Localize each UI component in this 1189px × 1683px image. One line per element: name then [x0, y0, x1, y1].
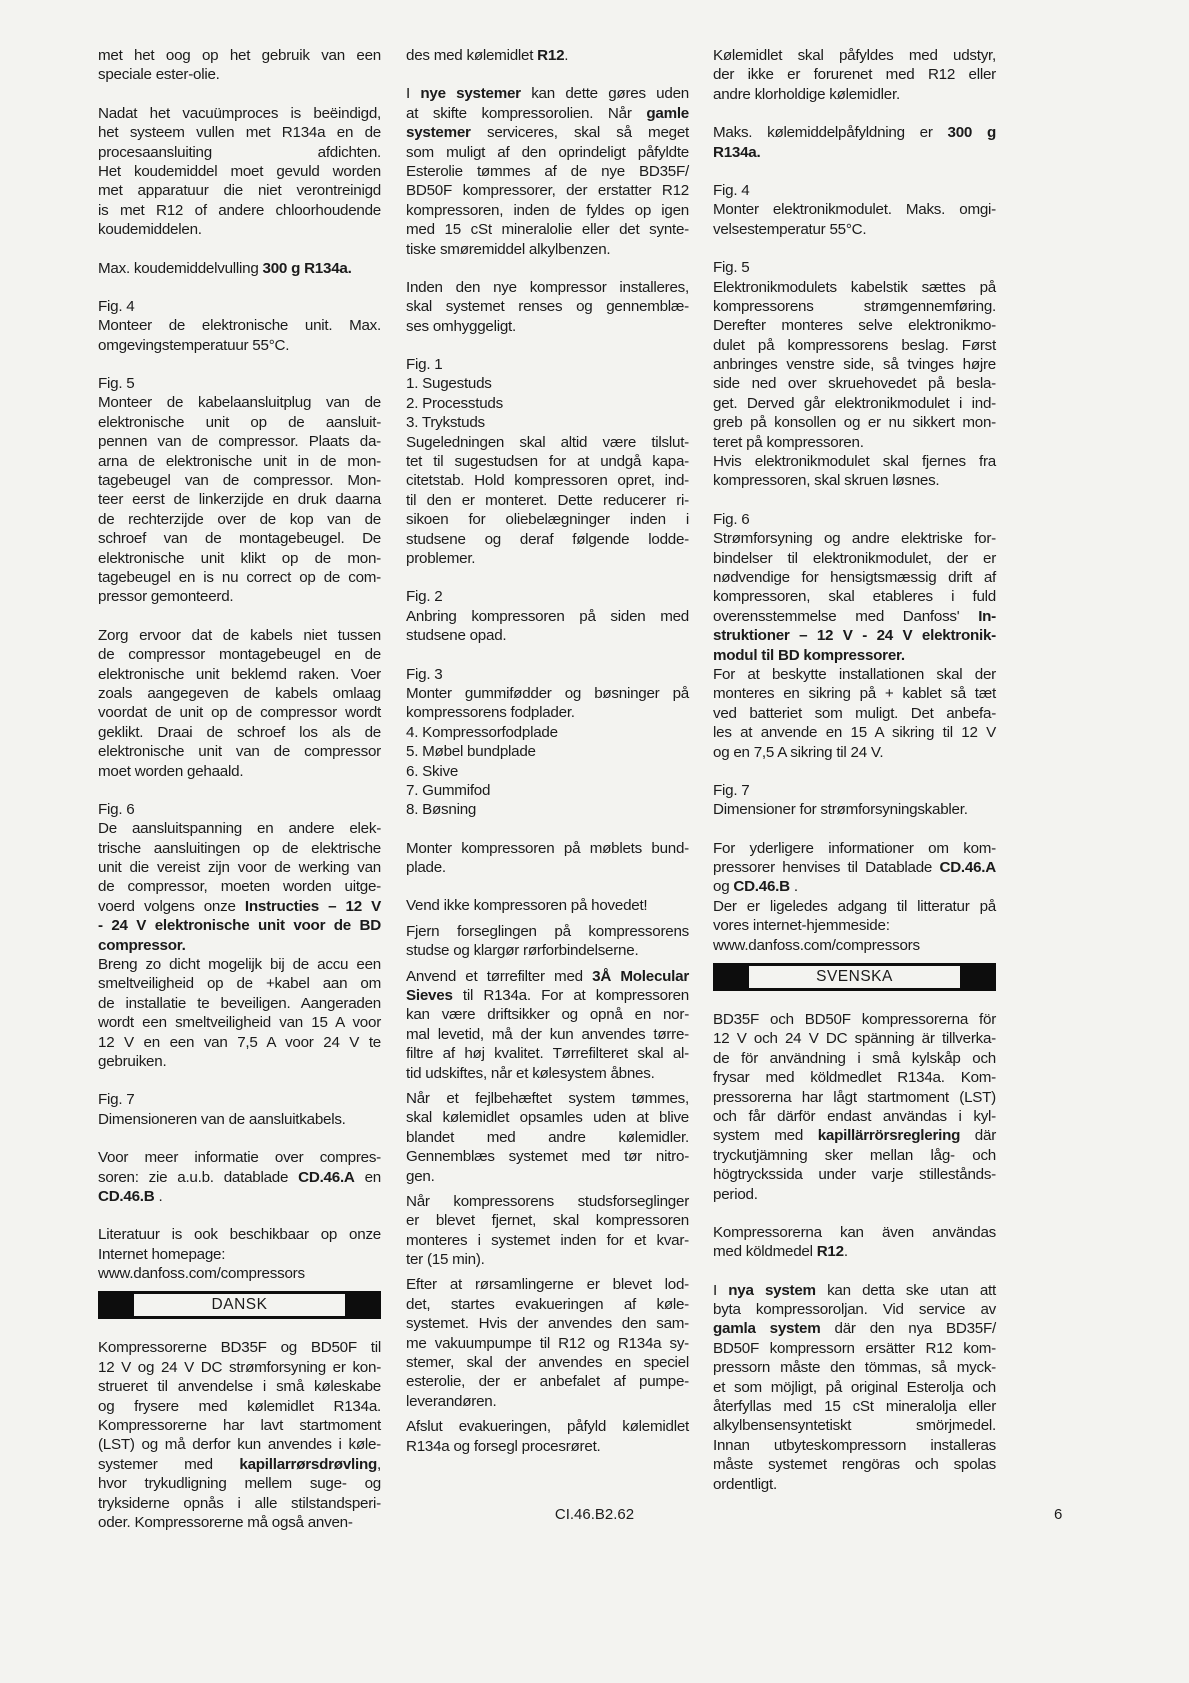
text-line: at skifte kompressorolien. Når gamle — [406, 104, 689, 122]
text-line: studse og klargør rørforbindelserne. — [406, 942, 639, 960]
text-line: ved batteriet som muligt. Det anbefa- — [713, 704, 996, 722]
text-line: omgevingstemperatuur 55°C. — [98, 336, 290, 354]
bold-text: CD.46.A — [939, 859, 996, 877]
text-line: Kompressorerne BD35F og BD50F til — [98, 1339, 381, 1357]
text-line — [713, 143, 996, 162]
paragraph — [406, 1275, 689, 1411]
bold-text: - 24 V elektronische unit voor de BD — [98, 917, 381, 935]
bold-text: 300 g — [947, 124, 996, 142]
text-line: Anvend et tørrefilter med 3Å Molecular — [406, 967, 689, 985]
text-line: velsestemperatur 55°C. — [713, 220, 867, 238]
text-line: ses omhyggeligt. — [406, 317, 516, 335]
text-line: Gennemblæs systemet med tør nitro- — [406, 1148, 689, 1166]
text-line: citetstab. Hold kompressoren opret, ind- — [406, 472, 689, 490]
text-line: speciale ester-olie. — [98, 66, 220, 84]
text-line: blandet med andre kølemidler. — [406, 1128, 689, 1146]
paragraph — [406, 1417, 689, 1456]
text-line: Fig. 5 — [98, 375, 135, 393]
bold-text: nya system — [728, 1281, 816, 1299]
bold-text: gamla system — [713, 1320, 821, 1338]
text-line: återfyllas med 15 cSt mineralolja eller — [713, 1398, 996, 1416]
text-line: pressorerna har lågt startmoment (LST) — [713, 1088, 996, 1106]
text-line: Esterolie tømmes af de nye BD35F/ — [406, 162, 689, 180]
text-line — [98, 916, 381, 935]
text-line: (LST) og må derfor kun anvendes i køle- — [98, 1436, 381, 1454]
text-line: mal levetid, må der kun anvendes tørre- — [406, 1025, 689, 1043]
text-line — [713, 646, 996, 665]
text-line: Breng zo dicht mogelijk bij de accu een — [98, 956, 381, 974]
text-line: Elektronikmodulets kabelstik sættes på — [713, 278, 996, 296]
text-line: smeltveiligheid op de +kabel aan om — [98, 975, 381, 993]
text-line: het systeem vullen met R134a en de — [98, 124, 381, 142]
bold-text: gamle — [646, 104, 689, 122]
text-line: Kølemidlet skal påfyldes med udstyr, — [713, 47, 996, 64]
text-line: systemer med kapillarrørsdrøvling, — [98, 1455, 381, 1473]
paragraph — [713, 1223, 996, 1262]
paragraph — [713, 46, 996, 104]
text-line: Dimensioneren van de aansluitkabels. — [98, 1110, 346, 1128]
text-line: kompressoren, inden de fyldes op igen — [406, 201, 689, 219]
paragraph — [406, 896, 689, 915]
text-line: Sieves til R134a. For at kompressoren — [406, 987, 689, 1005]
text-line: pressor gemonteerd. — [98, 588, 234, 606]
text-line: Fig. 5 — [713, 259, 750, 277]
bold-text: 300 g R134a. — [262, 259, 352, 277]
text-line: I nye systemer kan dette gøres uden — [406, 85, 689, 103]
text-line: For yderligere informationer om kom- — [713, 839, 996, 857]
paragraph — [713, 1281, 996, 1494]
text-line: Literatuur is ook beschikbaar op onze — [98, 1226, 381, 1244]
text-line: Maks. kølemiddelpåfyldning er 300 g — [713, 124, 996, 142]
text-line: trische aansluitingen op de elektrische — [98, 839, 381, 857]
text-line: Anbring kompressoren på siden med — [406, 607, 689, 625]
text-line: 4. Kompressorfodplade — [406, 723, 558, 741]
text-line: Der er ligeledes adgang til litteratur på — [713, 897, 996, 915]
text-line: pressorer henvises til Datablade CD.46.A — [713, 859, 996, 877]
text-line: vores internet-hjemmeside: — [713, 917, 890, 935]
paragraph — [713, 1010, 996, 1204]
text-line: Monter kompressoren på møblets bund- — [406, 839, 689, 857]
text-line: 5. Møbel bundplade — [406, 743, 536, 761]
text-line: leverandøren. — [406, 1392, 497, 1410]
text-line: overensstemmelse med Danfoss' In- — [713, 607, 996, 625]
bold-text: kapillärrörsreglering — [817, 1127, 961, 1145]
text-line: måste systemet rengöras och spolas — [713, 1456, 996, 1474]
bold-text: Instructies – 12 V — [244, 897, 381, 915]
text-line: og frysere med kølemidlet R134a. — [98, 1397, 381, 1415]
paragraph — [713, 665, 996, 762]
text-line: stemer, skal der anvendes en speciel — [406, 1354, 689, 1372]
text-line: Monteer de elektronische unit. Max. — [98, 317, 381, 335]
text-line: De aansluitspanning en andere elek- — [98, 820, 381, 838]
text-line: skal systemet renses og gennemblæ- — [406, 298, 689, 316]
text-line: pennen van de compressor. Plaats da- — [98, 433, 381, 451]
text-line: Efter at rørsamlingerne er blevet lod- — [406, 1276, 689, 1294]
text-line: elektronische unit van de compressor — [98, 743, 381, 761]
text-line: gamla system där den nya BD35F/ — [713, 1320, 996, 1338]
bold-text: R12 — [537, 47, 565, 64]
text-line: Dimensioner for strømforsyningskabler. — [713, 801, 968, 819]
text-line: hvor trykudligning mellem suge- og — [98, 1475, 381, 1493]
text-line: unit die vereist zijn voor de werking van — [98, 859, 381, 877]
text-line: problemer. — [406, 549, 476, 567]
text-line: skal kølemidlet opsamles uden at blive — [406, 1109, 689, 1127]
text-line: voerd volgens onze Instructies – 12 V — [98, 897, 381, 915]
text-line: 12 V och 24 V DC spänning är tillverka- — [713, 1030, 996, 1048]
paragraph — [98, 955, 381, 1071]
text-line: CD.46.B . — [98, 1187, 163, 1205]
language-heading-label: SVENSKA — [749, 966, 960, 988]
paragraph — [713, 123, 996, 162]
text-line: met apparatuur die niet verontreinigd — [98, 182, 381, 200]
text-line: kompressorens strømgennemføring. — [713, 297, 996, 315]
paragraph — [406, 587, 689, 645]
paragraph — [406, 46, 689, 65]
text-line: Nadat het vacuümproces is beëindigd, — [98, 104, 381, 122]
text-line: BD35F och BD50F kompressorerna för — [713, 1011, 996, 1029]
text-line: der ikke er forurenet med R12 eller — [713, 66, 996, 84]
paragraph — [406, 1089, 689, 1186]
text-line: tagebeugel van de compressor. Mon- — [98, 472, 381, 490]
text-line: Monter gummifødder og bøsninger på — [406, 684, 689, 702]
text-line: Strømforsyning og andre elektriske for- — [713, 530, 996, 548]
text-line: som muligt af den oprindeligt påfyldte — [406, 143, 689, 161]
bold-text: R12 — [816, 1243, 844, 1261]
paragraph — [713, 510, 996, 665]
paragraph — [406, 84, 689, 259]
text-line: alkylbensensyntetiskt smörjmedel. — [713, 1417, 996, 1435]
text-line: monteres i systemet inden for et kvar- — [406, 1231, 689, 1249]
text-line: Kompressorerna kan även användas — [713, 1223, 996, 1241]
bold-text: CD.46.B — [98, 1187, 155, 1205]
text-line: geklikt. Draai de schroef los als de — [98, 723, 381, 741]
paragraph — [406, 278, 689, 336]
text-line: 1. Sugestuds — [406, 375, 492, 393]
text-line: Vend ikke kompressoren på hovedet! — [406, 897, 648, 915]
text-line: Voor meer informatie over compres- — [98, 1149, 381, 1167]
text-line: tet til sugestudsen for at undgå kapa- — [406, 453, 689, 471]
text-line: I nya system kan detta ske utan att — [713, 1281, 996, 1299]
text-line: 12 V en een van 7,5 A voor 24 V te — [98, 1033, 381, 1051]
bold-text: Sieves — [406, 987, 453, 1005]
bold-text: compressor. — [98, 936, 186, 954]
language-heading-label: DANSK — [134, 1294, 345, 1316]
text-line: Monteer de kabelaansluitplug van de — [98, 394, 381, 412]
paragraph — [713, 839, 996, 897]
text-line: greb på konsollen og er nu sikkert mon- — [713, 414, 996, 432]
text-line: is met R12 of andere chloorhoudende — [98, 201, 381, 219]
paragraph — [713, 258, 996, 452]
text-line: BD50F kompressorn ersätter R12 kom- — [713, 1339, 996, 1357]
text-line: byta kompressoroljan. Vid service av — [713, 1301, 996, 1319]
text-line: 8. Bøsning — [406, 801, 477, 819]
text-line: Fig. 4 — [713, 181, 750, 199]
text-line: med 15 cSt mineralolie eller det synte- — [406, 221, 689, 239]
text-line: anbringes venstre side, så tvinges højre — [713, 356, 996, 374]
text-line: des med kølemidlet R12. — [406, 47, 569, 64]
paragraph — [406, 355, 689, 568]
bold-text: modul til BD kompressorer. — [713, 646, 905, 664]
bold-text: In- — [978, 607, 996, 625]
text-line: Når kompressorens studsforseglinger — [406, 1192, 689, 1210]
paragraph — [713, 897, 996, 955]
text-line: Kompressorerne har lavt startmoment — [98, 1417, 381, 1435]
bold-text: 3Å Molecular — [592, 967, 689, 985]
text-line: och får därför endast användas i kyl- — [713, 1107, 996, 1125]
text-line: procesaansluiting afdichten. — [98, 143, 381, 161]
text-line: Het koudemiddel moet gevuld worden — [98, 162, 381, 180]
text-line: de rechterzijde over de kop van de — [98, 510, 381, 528]
text-line: koudemiddelen. — [98, 221, 202, 239]
text-line: nødvendige for hensigtsmæssig drift af — [713, 568, 996, 586]
paragraph — [713, 452, 996, 491]
text-line: Fig. 7 — [713, 781, 750, 799]
text-line: plade. — [406, 859, 446, 877]
text-line: högtryckssida under varje stillestånds- — [713, 1166, 996, 1184]
text-line: ordentligt. — [713, 1475, 777, 1493]
paragraph — [98, 46, 381, 85]
text-line: Hvis elektronikmodulet skal fjernes fra — [713, 453, 996, 471]
text-line: kompressoren, skal skruen løsnes. — [713, 472, 940, 490]
column-dutch-danish — [98, 46, 381, 1532]
paragraph — [406, 922, 689, 961]
text-line: 12 V og 24 V DC strømforsyning er kon- — [98, 1358, 381, 1376]
text-line: ter (15 min). — [406, 1251, 485, 1269]
paragraph — [713, 781, 996, 820]
bold-text: CD.46.A — [298, 1168, 355, 1186]
text-line: Zorg ervoor dat de kabels niet tussen — [98, 626, 381, 644]
text-line: de compressor, moeten worden uitge- — [98, 878, 381, 896]
text-line: elektronische unit klikt op de mon- — [98, 549, 381, 567]
text-line: dulet på kompressorens beslag. Først — [713, 336, 996, 354]
text-line[interactable]: www.danfoss.com/compressors — [713, 936, 920, 954]
text-line: side ned over skruehovedet på besla- — [713, 375, 996, 393]
column-danish — [406, 46, 689, 1456]
text-line: Fig. 2 — [406, 588, 443, 606]
text-line — [713, 626, 996, 645]
text-line: er blevet fjernet, skal kompressoren — [406, 1212, 689, 1230]
text-line: Internet homepage: — [98, 1245, 226, 1263]
text-line: pressorn måste den tömmas, så myck- — [713, 1359, 996, 1377]
text-line: Fig. 6 — [98, 800, 135, 818]
text-line: elektronische unit beklemd raken. Voer — [98, 665, 381, 683]
paragraph — [713, 181, 996, 239]
text-line: BD50F kompressorer, der erstatter R12 — [406, 182, 689, 200]
text-line: Fig. 7 — [98, 1091, 135, 1109]
text-line: les at anvende en 15 A sikring til 12 V — [713, 724, 996, 742]
text-line: det, startes evakueringen af køle- — [406, 1295, 689, 1313]
page-number: 6 — [1054, 1506, 1063, 1523]
text-line: moet worden gehaald. — [98, 762, 244, 780]
text-line[interactable]: www.danfoss.com/compressors — [98, 1265, 305, 1283]
text-line: zoals aangegeven de kabels omlaag — [98, 684, 381, 702]
bold-text: systemer — [406, 124, 471, 142]
text-line: Inden den nye kompressor installeres, — [406, 278, 689, 296]
bold-text: nye systemer — [420, 85, 521, 103]
text-line: period. — [713, 1185, 758, 1203]
text-line: esterolie, der er anbefalet af pumpe- — [406, 1373, 689, 1391]
text-line: kompressorens fodplader. — [406, 704, 575, 722]
bold-text: struktioner – 12 V - 24 V elektronik- — [713, 627, 996, 645]
text-line: arna de elektronische unit in de mon- — [98, 452, 381, 470]
text-line: kan være driftsikker og opnå en nor- — [406, 1006, 689, 1024]
text-line: studsene og deraf følgende lodde- — [406, 530, 689, 548]
bold-text: kapillarrørsdrøvling — [239, 1455, 378, 1473]
text-line: me vakuumpumpe til R12 og R134a sy- — [406, 1334, 689, 1352]
text-line: gebruiken. — [98, 1052, 167, 1070]
text-line: R134a og forsegl procesrøret. — [406, 1437, 601, 1455]
text-line: tiske smøremiddel alkylbenzen. — [406, 240, 611, 258]
bold-text: CD.46.B — [733, 878, 790, 896]
paragraph — [406, 839, 689, 878]
text-line: strueret til anvendelse i små køleskabe — [98, 1378, 381, 1396]
text-line: bindelser til elektronikmodulet, der er — [713, 549, 996, 567]
text-line: Fjern forseglingen på kompressorens — [406, 922, 689, 940]
text-line: Innan utbyteskompressorn installeras — [713, 1436, 996, 1454]
text-line: Fig. 1 — [406, 356, 443, 374]
text-line: og en 7,5 A sikring til 24 V. — [713, 743, 884, 761]
text-line: oder. Kompressorerne må også anven- — [98, 1514, 353, 1531]
text-line: soren: zie a.u.b. datablade CD.46.A en — [98, 1168, 381, 1186]
paragraph — [98, 374, 381, 607]
text-line: Monter elektronikmodulet. Maks. omgi- — [713, 201, 996, 219]
paragraph — [406, 665, 689, 820]
language-section-heading — [98, 1291, 381, 1319]
text-line: 2. Processtuds — [406, 394, 503, 412]
text-line: system med kapillärrörsreglering där — [713, 1127, 996, 1145]
bold-text: R134a. — [713, 143, 761, 161]
text-line: tryckutjämning sker mellan låg- och — [713, 1146, 996, 1164]
paragraph — [98, 104, 381, 240]
paragraph — [98, 297, 381, 355]
text-line: 6. Skive — [406, 762, 459, 780]
text-line: Fig. 6 — [713, 510, 750, 528]
text-line: teer eerst de linkerzijde en druk daarna — [98, 491, 381, 509]
text-line: Sugeledningen skal altid være tilslut- — [406, 433, 689, 451]
text-line: teret på kompressoren. — [713, 433, 864, 451]
text-line: wordt een smeltveiligheid van 15 A voor — [98, 1014, 381, 1032]
text-line: til den er monteret. Dette reducerer ri- — [406, 491, 689, 509]
text-line: systemer serviceres, skal så meget — [406, 124, 689, 142]
text-line: filtre af høj kvalitet. Tørrefilteret skal al- — [406, 1045, 689, 1063]
text-line: Når et fejlbehæftet system tømmes, — [406, 1089, 689, 1107]
text-line: Afslut evakueringen, påfyld kølemidlet — [406, 1418, 689, 1436]
text-line: tid udskiftes, når et kølesystem åbnes. — [406, 1064, 655, 1082]
text-line: met het oog op het gebruik van een — [98, 47, 381, 64]
text-line: gen. — [406, 1167, 435, 1185]
paragraph — [98, 1090, 381, 1129]
text-line: For at beskytte installationen skal der — [713, 665, 996, 683]
text-line: tagebeugel en is nu correct op de com- — [98, 568, 381, 586]
language-section-heading — [713, 963, 996, 991]
text-line: voordat de unit op de compressor wordt — [98, 704, 381, 722]
text-line: get. Derved går elektronikmodulet i ind- — [713, 394, 996, 412]
text-line: tryksiderne opnås i alle stilstandsperi- — [98, 1494, 381, 1512]
text-line: sikoen for oliebelægninger inden i — [406, 511, 689, 529]
text-line: de compressor montagebeugel en de — [98, 646, 381, 664]
text-line: studsene opad. — [406, 627, 507, 645]
text-line: med köldmedel R12. — [713, 1243, 848, 1261]
text-line: 3. Trykstuds — [406, 414, 485, 432]
document-code: CI.46.B2.62 — [554, 1506, 635, 1523]
text-line: 7. Gummifod — [406, 781, 491, 799]
text-line: systemet. Hvis der anvendes den sam- — [406, 1315, 689, 1333]
text-line: frysar med köldmedlet R134a. Kom- — [713, 1069, 996, 1087]
text-line: Max. koudemiddelvulling 300 g R134a. — [98, 259, 352, 277]
paragraph — [98, 1225, 381, 1283]
column-danish-swedish — [713, 46, 996, 1494]
paragraph — [406, 967, 689, 1083]
text-line — [98, 936, 381, 955]
text-line: Fig. 3 — [406, 665, 443, 683]
text-line: og CD.46.B . — [713, 878, 798, 896]
text-line: et som möjligt, på original Esterolja och — [713, 1378, 996, 1396]
text-line: andre klorholdige kølemidler. — [713, 85, 900, 103]
paragraph — [98, 1338, 381, 1532]
paragraph — [98, 1148, 381, 1206]
text-line: schroef van de montagebeugel. De — [98, 530, 381, 548]
text-line: de installatie te beveiligen. Aangeraden — [98, 994, 381, 1012]
text-line: Fig. 4 — [98, 297, 135, 315]
paragraph — [98, 626, 381, 781]
text-line: Derefter monteres selve elektronikmo- — [713, 317, 996, 335]
paragraph — [406, 1192, 689, 1270]
paragraph — [98, 259, 381, 278]
text-line: de för användning i små kylskåp och — [713, 1049, 996, 1067]
text-line: kompressoren, skal etableres i fuld — [713, 588, 996, 606]
paragraph — [98, 800, 381, 955]
text-line: elektronische unit op de aansluit- — [98, 413, 381, 431]
text-line: monteres en sikring på + kablet så tæt — [713, 685, 996, 703]
